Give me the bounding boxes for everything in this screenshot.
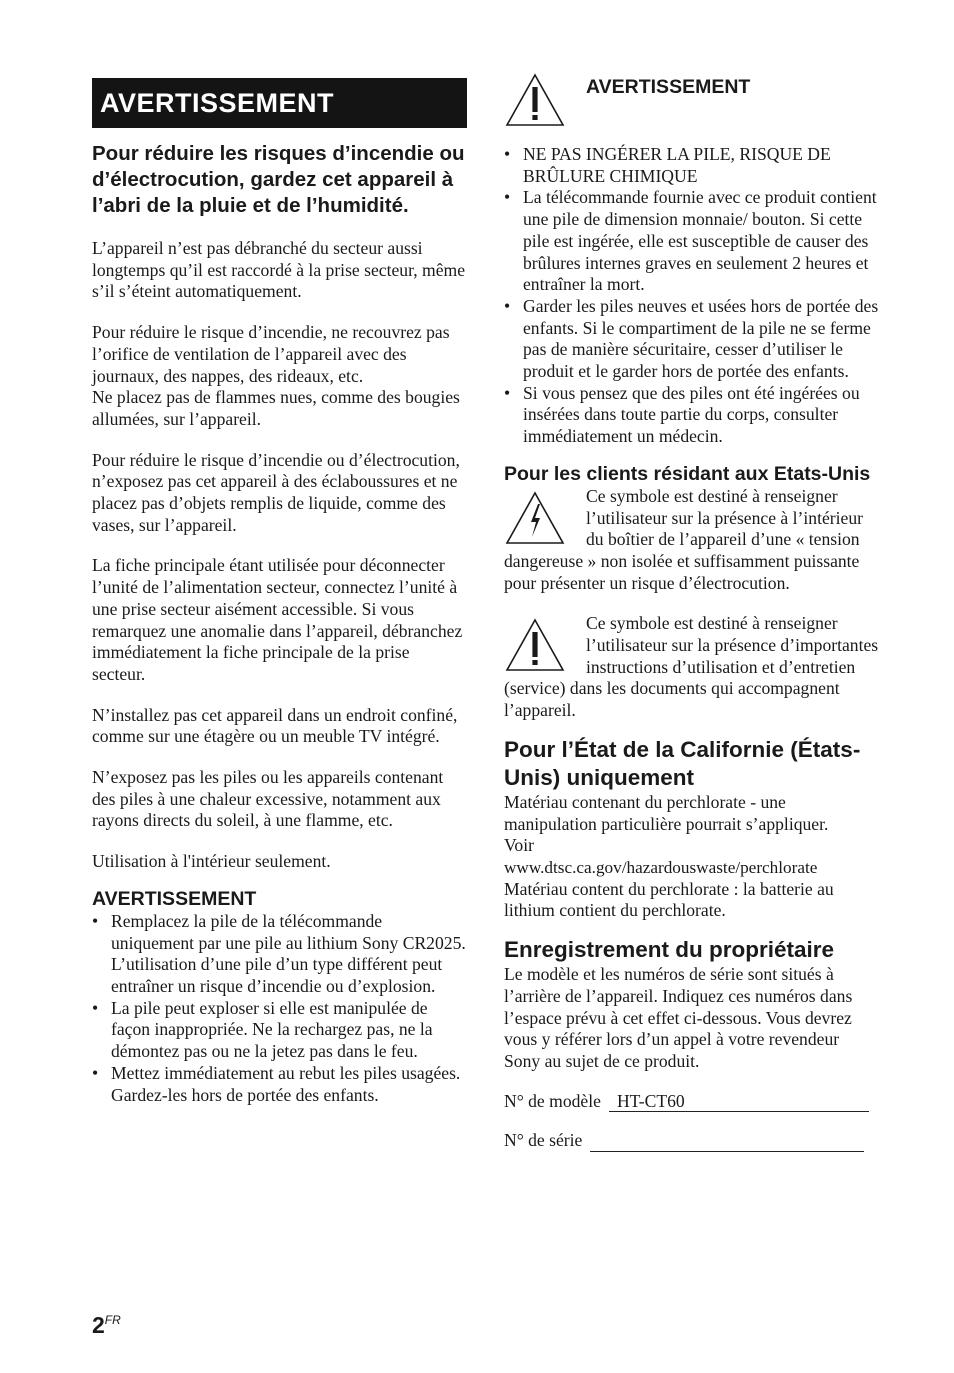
list-item: • Mettez immédiatement au rebut les piles usagées. Gardez-les hors de portée des enfants.	[92, 1062, 461, 1105]
owner-record-text: Le modèle et les numéros de série sont situés à l’arrière de l’appareil. Indiquez ces numéros dans l’espace prévu à cet effet ci-dessous. Vous devrez vous y référer lors d’un appel à votre revendeur Sony au sujet de ce produit.	[504, 964, 853, 1071]
paragraph-batteries-heat: N’exposez pas les piles ou les appareils contenant des piles à une chaleur excessive, notamment aux rayons directs du soleil, à une flamme, etc.	[92, 767, 444, 831]
instructions-symbol-block	[504, 613, 879, 722]
paragraph-ventilation: Pour réduire le risque d’incendie, ne recouvrez pas l’orifice de ventilation de l’appareil avec des journaux, des nappes, des rideaux, etc.	[92, 322, 450, 386]
warning-heading-left: AVERTISSEMENT	[92, 887, 257, 910]
warning-triangle-icon	[504, 72, 566, 128]
voltage-symbol-text: Ce symbole est destiné à renseigner l’utilisateur sur la présence à l’intérieur du boîtier de l’appareil d’une « tension dangereuse » non isolée et suffisamment puissante pour présenter un risque d’électrocution.	[504, 485, 863, 593]
model-number-value: HT-CT60	[609, 1091, 869, 1112]
owner-record-heading: Enregistrement du propriétaire	[504, 937, 835, 963]
list-item: • La télécommande fournie avec ce produit contient une pile de dimension monnaie/ bouton. Si cette pile est ingérée, elle est susceptible de causer des brûlures internes graves en seulement 2 heures et entraîner la mort.	[504, 187, 877, 295]
paragraph-mains-plug: La fiche principale étant utilisée pour déconnecter l’unité de l’alimentation secteur, connectez l’unité à une prise secteur aisément accessible. Si vous remarquez une anomalie dans l’appareil, débranchez immédiatement la fiche principale de la prise secteur.	[92, 555, 463, 684]
instructions-symbol-text: Ce symbole est destiné à renseigner l’utilisateur sur la présence d’importantes instructions d’utilisation et d’entretien (service) dans les documents qui accompagnent l’appareil.	[504, 613, 879, 721]
page-language-code: FR	[104, 1313, 121, 1327]
serial-number-field	[504, 1130, 879, 1152]
page-number-value: 2	[92, 1312, 105, 1338]
warning-banner: AVERTISSEMENT	[92, 78, 467, 128]
paragraph-disconnect: L’appareil n’est pas débranché du secteur aussi longtemps qu’il est raccordé à la prise secteur, même s’il s’éteint automatiquement.	[92, 238, 466, 302]
paragraph-splashes: Pour réduire le risque d’incendie ou d’électrocution, n’exposez pas cet appareil à des éclaboussures et ne placez pas d’objets remplis de liquide, comme des vases, sur l’appareil.	[92, 449, 460, 535]
battery-warning-list	[92, 911, 467, 1106]
paragraph-indoor-use: Utilisation à l'intérieur seulement.	[92, 851, 331, 872]
left-column	[92, 78, 467, 1106]
voltage-symbol-block	[504, 486, 879, 595]
model-number-field	[504, 1091, 879, 1113]
list-item: • NE PAS INGÉRER LA PILE, RISQUE DE BRÛLURE CHIMIQUE	[504, 144, 831, 186]
right-column	[504, 78, 879, 1152]
perchlorate-text: Matériau contenant du perchlorate - une manipulation particulière pourrait s’appliquer.	[504, 791, 829, 834]
serial-number-value	[590, 1131, 864, 1152]
model-number-label: N° de modèle	[504, 1090, 601, 1111]
list-item: • Remplacez la pile de la télécommande uniquement par une pile au lithium Sony CR2025. L’utilisation d’une pile d’un type différent peut entraîner un risque d’incendie ou d’explosion.	[92, 910, 466, 996]
perchlorate-url: www.dtsc.ca.gov/hazardouswaste/perchlorate	[504, 857, 818, 877]
page-number	[92, 1312, 121, 1339]
lightning-triangle-icon	[504, 490, 566, 546]
list-item: • Si vous pensez que des piles ont été ingérées ou insérées dans toute partie du corps, consulter immédiatement un médecin.	[504, 382, 860, 447]
list-item: • La pile peut exploser si elle est manipulée de façon inappropriée. Ne la rechargez pas, ne la démontez pas ou ne la jetez pas dans le feu.	[92, 997, 433, 1062]
perchlorate-battery-text: Matériau content du perchlorate : la batterie au lithium contient du perchlorate.	[504, 878, 834, 921]
perchlorate-voir: Voir	[504, 835, 534, 856]
warning-heading-right: AVERTISSEMENT	[586, 76, 751, 98]
us-customers-heading: Pour les clients résidant aux Etats-Unis	[504, 462, 871, 485]
exclamation-triangle-icon	[504, 617, 566, 673]
lead-warning: Pour réduire les risques d’incendie ou d’électrocution, gardez cet appareil à l’abri de la pluie et de l’humidité.	[92, 142, 465, 217]
list-item: • Garder les piles neuves et usées hors de portée des enfants. Si le compartiment de la pile ne se ferme pas de manière sécuritaire, cesser d’utiliser le produit et le garder hors de portée des enfants.	[504, 295, 879, 382]
ingestion-warning-list	[504, 144, 879, 448]
serial-number-label: N° de série	[504, 1130, 583, 1151]
warning-header	[504, 78, 879, 144]
paragraph-flames: Ne placez pas de flammes nues, comme des bougies allumées, sur l’appareil.	[92, 387, 460, 429]
paragraph-confined-space: N’installez pas cet appareil dans un endroit confiné, comme sur une étagère ou un meuble TV intégré.	[92, 704, 458, 747]
california-heading: Pour l’État de la Californie (États-Unis) uniquement	[504, 736, 861, 790]
